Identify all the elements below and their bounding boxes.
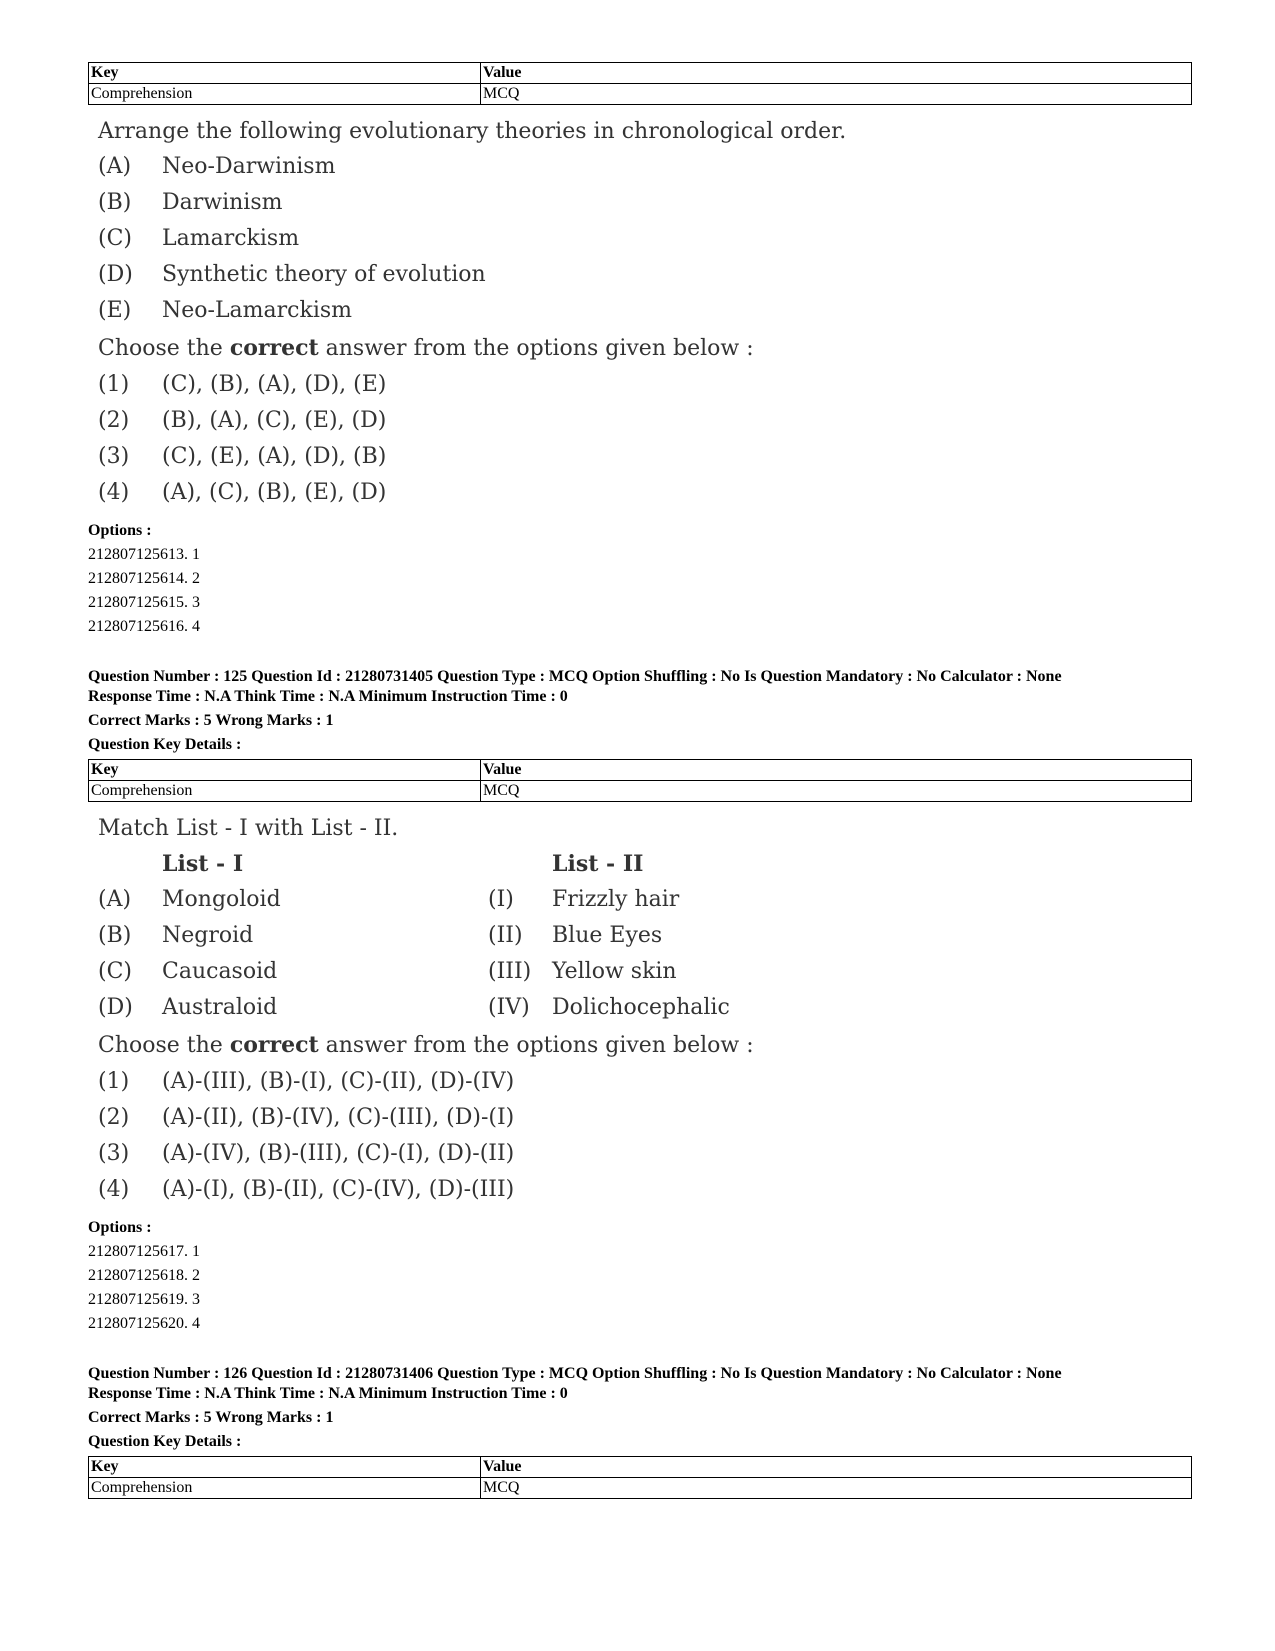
answer-label: (3) — [98, 444, 130, 469]
answer-text: (B), (A), (C), (E), (D) — [162, 408, 387, 433]
question-key-table — [88, 759, 1192, 802]
list-headers — [98, 846, 1192, 882]
question-meta-line2: Response Time : N.A Think Time : N.A Minimum Instruction Time : 0 — [88, 688, 568, 705]
option-item: 212807125618. 2 — [88, 1267, 200, 1284]
value-cell: MCQ — [481, 84, 1192, 105]
question-meta-line1: Question Number : 125 Question Id : 21280731405 Question Type : MCQ Option Shuffling : No Is Question Mandatory : No Calculator : None — [88, 668, 1062, 685]
answer-text: (A), (C), (B), (E), (D) — [162, 480, 387, 505]
list-item — [98, 257, 1192, 293]
item-text: Lamarckism — [162, 226, 300, 251]
item-text: Neo-Darwinism — [162, 154, 336, 179]
list-item — [98, 185, 1192, 221]
match-pair — [98, 918, 1192, 954]
question-image — [88, 812, 1192, 1208]
answer-choice — [98, 367, 1192, 403]
choose-instruction: Choose the correct answer from the options given below : — [98, 335, 754, 361]
value-header: Value — [481, 1457, 1192, 1478]
answer-label: (4) — [98, 1177, 130, 1202]
answer-label: (1) — [98, 372, 130, 397]
list-item — [98, 221, 1192, 257]
option-item: 212807125614. 2 — [88, 570, 200, 587]
question-image — [88, 115, 1192, 511]
item-text: Neo-Lamarckism — [162, 298, 353, 323]
question-meta — [88, 1364, 1192, 1452]
item-label: (B) — [98, 190, 132, 215]
option-item: 212807125613. 1 — [88, 546, 200, 563]
question-meta-line2: Response Time : N.A Think Time : N.A Minimum Instruction Time : 0 — [88, 1385, 568, 1402]
choose-instruction: Choose the correct answer from the options given below : — [98, 1032, 754, 1058]
question-stem: Match List - I with List - II. — [98, 816, 399, 841]
left-text: Negroid — [162, 923, 254, 948]
options-list — [88, 519, 1192, 639]
left-text: Caucasoid — [162, 959, 278, 984]
answer-choice — [98, 403, 1192, 439]
question-meta — [88, 667, 1192, 755]
option-item: 212807125615. 3 — [88, 594, 200, 611]
key-cell: Comprehension — [89, 1478, 481, 1499]
left-label: (C) — [98, 959, 132, 984]
right-text: Frizzly hair — [552, 887, 680, 912]
right-text: Dolichocephalic — [552, 995, 730, 1020]
item-text: Darwinism — [162, 190, 283, 215]
value-cell: MCQ — [481, 1478, 1192, 1499]
right-label: (II) — [488, 923, 523, 948]
option-item: 212807125620. 4 — [88, 1315, 200, 1332]
match-pair — [98, 990, 1192, 1026]
right-label: (I) — [488, 887, 514, 912]
value-header: Value — [481, 760, 1192, 781]
list2-header: List - II — [552, 851, 644, 877]
item-label: (C) — [98, 226, 132, 251]
question-page — [88, 62, 1192, 1499]
question-key-table — [88, 62, 1192, 105]
answer-choice — [98, 1064, 1192, 1100]
key-header: Key — [89, 1457, 481, 1478]
answer-choice — [98, 1100, 1192, 1136]
left-text: Australoid — [162, 995, 278, 1020]
key-cell: Comprehension — [89, 84, 481, 105]
right-text: Blue Eyes — [552, 923, 663, 948]
answer-label: (1) — [98, 1069, 130, 1094]
option-item: 212807125616. 4 — [88, 618, 200, 635]
right-label: (III) — [488, 959, 532, 984]
list-item — [98, 149, 1192, 185]
answer-label: (4) — [98, 480, 130, 505]
answer-text: (A)-(I), (B)-(II), (C)-(IV), (D)-(III) — [162, 1177, 515, 1202]
question-stem: Arrange the following evolutionary theories in chronological order. — [98, 119, 847, 144]
answer-label: (2) — [98, 1105, 130, 1130]
item-label: (E) — [98, 298, 132, 323]
value-header: Value — [481, 63, 1192, 84]
left-label: (A) — [98, 887, 132, 912]
question-meta-line1: Question Number : 126 Question Id : 21280731406 Question Type : MCQ Option Shuffling : No Is Question Mandatory : No Calculator : None — [88, 1365, 1062, 1382]
answer-choice — [98, 1136, 1192, 1172]
value-cell: MCQ — [481, 781, 1192, 802]
item-label: (A) — [98, 154, 132, 179]
left-label: (B) — [98, 923, 132, 948]
right-text: Yellow skin — [552, 959, 677, 984]
answer-choice — [98, 475, 1192, 511]
right-label: (IV) — [488, 995, 530, 1020]
answer-choice — [98, 1172, 1192, 1208]
list-item — [98, 293, 1192, 329]
match-pair — [98, 954, 1192, 990]
answer-label: (2) — [98, 408, 130, 433]
left-text: Mongoloid — [162, 887, 281, 912]
answer-choice — [98, 439, 1192, 475]
question-key-table — [88, 1456, 1192, 1499]
key-header: Key — [89, 760, 481, 781]
question-key-details-label: Question Key Details : — [88, 1433, 242, 1450]
item-label: (D) — [98, 262, 133, 287]
item-text: Synthetic theory of evolution — [162, 262, 486, 287]
option-item: 212807125617. 1 — [88, 1243, 200, 1260]
answer-text: (C), (B), (A), (D), (E) — [162, 372, 387, 397]
options-header: Options : — [88, 522, 152, 539]
question-marks: Correct Marks : 5 Wrong Marks : 1 — [88, 1409, 334, 1426]
option-item: 212807125619. 3 — [88, 1291, 200, 1308]
key-header: Key — [89, 63, 481, 84]
answer-text: (A)-(II), (B)-(IV), (C)-(III), (D)-(I) — [162, 1105, 515, 1130]
list1-header: List - I — [162, 851, 244, 877]
answer-text: (A)-(IV), (B)-(III), (C)-(I), (D)-(II) — [162, 1141, 515, 1166]
question-key-details-label: Question Key Details : — [88, 736, 242, 753]
answer-label: (3) — [98, 1141, 130, 1166]
match-pair — [98, 882, 1192, 918]
options-list — [88, 1216, 1192, 1336]
options-header: Options : — [88, 1219, 152, 1236]
answer-text: (C), (E), (A), (D), (B) — [162, 444, 387, 469]
question-marks: Correct Marks : 5 Wrong Marks : 1 — [88, 712, 334, 729]
left-label: (D) — [98, 995, 133, 1020]
key-cell: Comprehension — [89, 781, 481, 802]
answer-text: (A)-(III), (B)-(I), (C)-(II), (D)-(IV) — [162, 1069, 515, 1094]
